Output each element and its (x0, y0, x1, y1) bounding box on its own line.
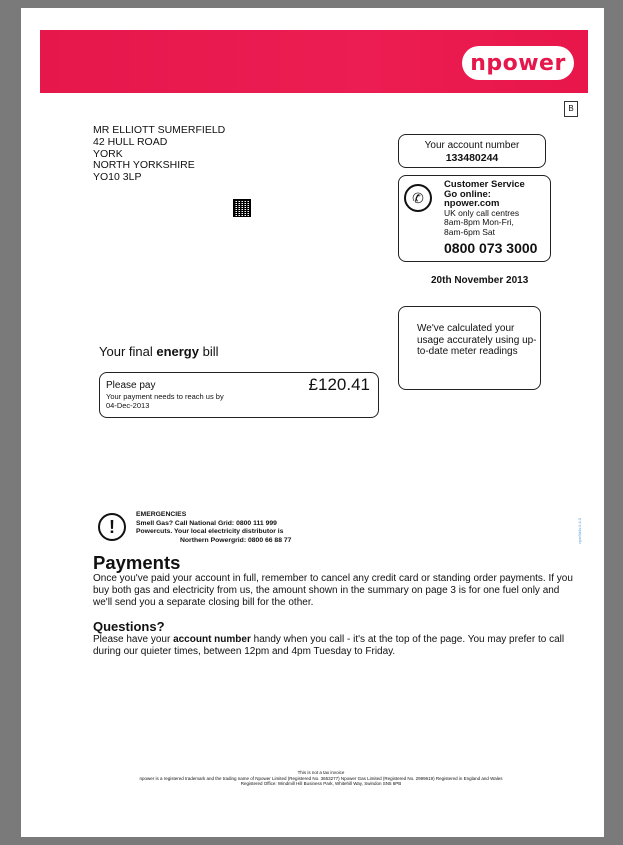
customer-service-box (398, 175, 551, 262)
side-code: npw3d4v.0.4.0 (577, 518, 582, 544)
cs-title: Customer Service (444, 179, 525, 190)
cs-hours: 8am-8pm Mon-Fri, (444, 217, 514, 227)
footer (81, 770, 561, 787)
usage-note-box: We've calculated your usage accurately using up-to-date meter readings (398, 306, 541, 390)
cs-phone-number: 0800 073 3000 (444, 240, 538, 256)
questions-text: Please have your account number handy when you call - it's at the top of the page. You may prefer to call during our quieter times, between 12pm and 4pm Tuesday to Friday. (93, 634, 565, 657)
header-banner (40, 30, 588, 93)
bill-date: 20th November 2013 (431, 275, 529, 286)
address-line: NORTH YORKSHIRE (93, 159, 195, 172)
payments-heading: Payments (93, 552, 181, 573)
cs-online-label: Go online: (444, 188, 491, 200)
cs-website-link[interactable]: npower.com (444, 198, 500, 209)
payment-box (99, 372, 379, 418)
address-line: YORK (93, 147, 123, 160)
npower-logo: npower (462, 46, 574, 80)
account-number-box (398, 134, 546, 168)
emergency-power-contact: Northern Powergrid: 0800 66 88 77 (180, 536, 292, 544)
account-number: 133480244 (445, 152, 499, 164)
cs-hours: 8am-6pm Sat (444, 226, 496, 237)
amount-due: £120.41 (308, 375, 370, 394)
footer-office: Registered Office: Windmill Hill Business Park, Whitehill Way, Swindon SN5 6PB (240, 781, 402, 786)
footer-legal: npower is a registered trademark and the trading name of Npower Limited (Registered No. 3653277) Npower Gas Limited (Registered No. 2999619) Registered in England and Wales (139, 775, 503, 781)
address-line: YO10 3LP (93, 171, 142, 184)
payment-due-date: 04-Dec-2013 (106, 400, 150, 410)
emergency-gas: Smell Gas? Call National Grid: 0800 111 999 (136, 519, 277, 527)
cs-hours: UK only call centres (444, 207, 520, 218)
questions-heading: Questions? (93, 619, 165, 634)
emergency-power: Powercuts. Your local electricity distributor is (136, 528, 284, 535)
payments-text: Once you've paid your account in full, remember to cancel any credit card or standing order payments. If you buy both gas and electricity from us, the amount shown in the summary on page 3 is for one fuel only and we'll send you a separate closing bill for the other. (93, 573, 573, 608)
customer-address (93, 125, 225, 184)
final-bill-title: Your final energy bill (99, 344, 219, 359)
phone-icon: ✆ (404, 184, 432, 212)
warning-icon: ! (98, 513, 126, 541)
address-line: MR ELLIOTT SUMERFIELD (93, 124, 226, 136)
account-label: Your account number (424, 140, 520, 151)
barcode-icon (233, 199, 251, 217)
please-pay-label: Please pay (106, 380, 156, 391)
page-marker: B (564, 101, 578, 117)
footer-tax-note: This is not a tax invoice (297, 770, 345, 775)
emergencies-title: EMERGENCIES (136, 511, 187, 518)
address-line: 42 HULL ROAD (93, 135, 168, 148)
payment-note: Your payment needs to reach us by (106, 391, 224, 401)
bill-page (21, 8, 604, 837)
